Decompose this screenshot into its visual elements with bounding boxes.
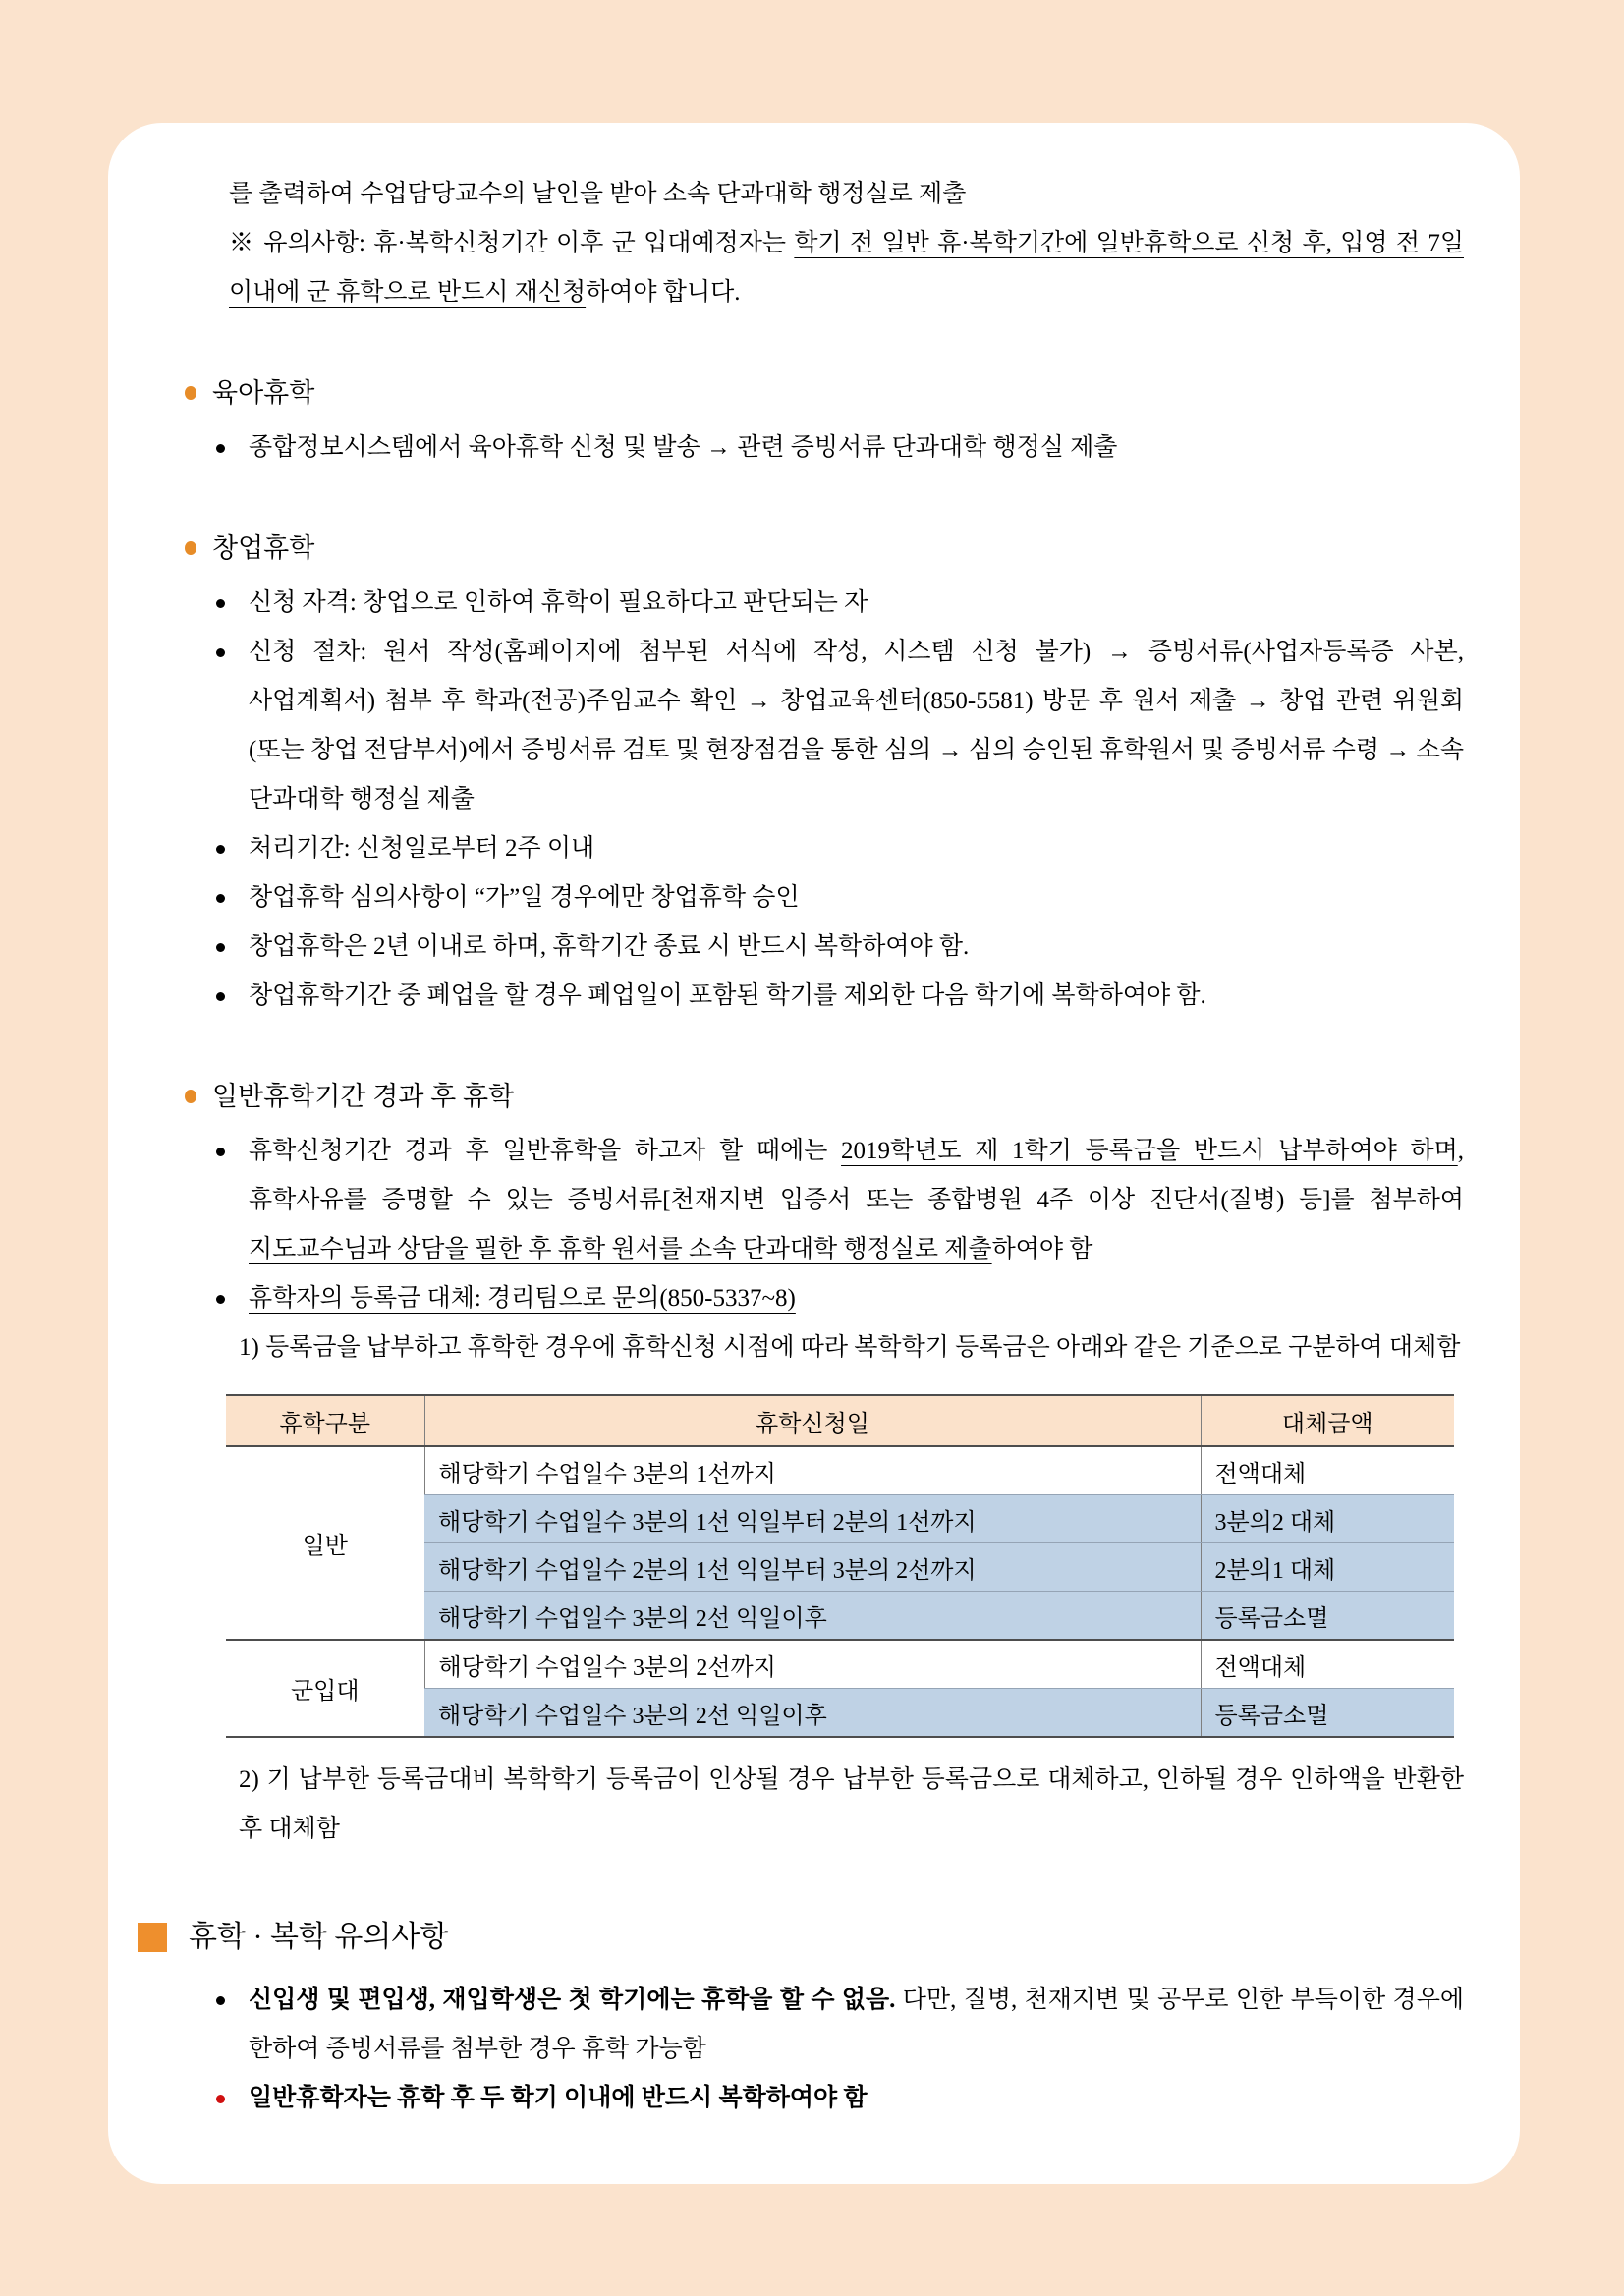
intro-continuation-line: 를 출력하여 수업담당교수의 날인을 받아 소속 단과대학 행정실로 제출 xyxy=(229,181,967,207)
black-bullet-icon xyxy=(216,1148,225,1156)
list-item-text: 종합정보시스템에서 육아휴학 신청 및 발송 → 관련 증빙서류 단과대학 행정실 제출 xyxy=(249,434,1118,461)
list-item-text: 창업휴학기간 중 폐업을 할 경우 폐업일이 포함된 학기를 제외한 다음 학기에 복학하여야 함. xyxy=(249,982,1206,1009)
list-item xyxy=(216,628,1464,824)
list-item xyxy=(216,579,1464,628)
section-title-childcare-leave xyxy=(185,370,1464,416)
black-bullet-icon xyxy=(216,599,225,608)
cell-period: 해당학기 수업일수 3분의 1선 익일부터 2분의 1선까지 xyxy=(424,1495,1201,1543)
group-label-military: 군입대 xyxy=(226,1640,424,1737)
list-item-text xyxy=(249,1127,1464,1274)
list-item-text: 휴학자의 등록금 대체: 경리팀으로 문의(850-5337~8) xyxy=(249,1285,796,1312)
list-item-text: 신청 절차: 원서 작성(홈페이지에 첨부된 서식에 작성, 시스템 신청 불가) → 증빙서류(사업자등록증 사본, 사업계획서) 첨부 후 학과(전공)주임교수 확인 → 창업교육센터(850-5581) 방문 후 원서 제출 → 창업 관련 위원회(또는 창업 전담부서)에서 증빙서류 검토 및 현장점검을 통한 심의 → 심의 승인된 휴학원서 및 증빙서류 수령 → 소속 단과대학 행정실 제출 xyxy=(249,639,1464,812)
numbered-note-2: 2) 기 납부한 등록금대비 복학학기 등록금이 인상될 경우 납부한 등록금으로 대체하고, 인하될 경우 인하액을 반환한 후 대체함 xyxy=(239,1766,1464,1842)
list-item-text: 처리기간: 신청일로부터 2주 이내 xyxy=(249,835,595,862)
list-item xyxy=(216,2074,1464,2123)
red-bullet-icon xyxy=(216,2095,225,2103)
cell-period: 해당학기 수업일수 3분의 1선까지 xyxy=(424,1446,1201,1495)
cell-amount: 3분의2 대체 xyxy=(1201,1495,1454,1543)
black-bullet-icon xyxy=(216,1295,225,1304)
section-title-startup-leave xyxy=(185,526,1464,571)
list-item xyxy=(216,824,1464,873)
list-item xyxy=(216,1274,1464,1323)
cell-amount: 2분의1 대체 xyxy=(1201,1543,1454,1592)
column-header-leave-type: 휴학구분 xyxy=(226,1395,424,1446)
note-underlined-text: 학기 전 일반 휴·복학기간에 일반휴학으로 신청 후, 입영 전 7일 이내에 군 휴학으로 반드시 재신청 xyxy=(229,230,1464,306)
section-title-label: 창업휴학 xyxy=(212,533,315,563)
list-item-text: 창업휴학은 2년 이내로 하며, 휴학기간 종료 시 반드시 복학하여야 함. xyxy=(249,933,970,960)
list-item xyxy=(216,923,1464,972)
cell-amount: 등록금소멸 xyxy=(1201,1592,1454,1641)
item-text-run: 휴학신청기간 경과 후 일반휴학을 하고자 할 때에는 xyxy=(249,1138,842,1164)
cell-amount: 등록금소멸 xyxy=(1201,1689,1454,1738)
cell-amount: 전액대체 xyxy=(1201,1446,1454,1495)
cell-amount: 전액대체 xyxy=(1201,1640,1454,1689)
note-military-paragraph xyxy=(229,219,1464,317)
document-content xyxy=(108,123,1520,2123)
item-text-run: 하여야 함 xyxy=(991,1236,1093,1262)
list-item-text: 신청 자격: 창업으로 인하여 휴학이 필요하다고 판단되는 자 xyxy=(249,589,868,616)
black-bullet-icon xyxy=(216,992,225,1001)
item-underlined-run: 2019학년도 제 1학기 등록금을 반드시 납부하여야 하며 xyxy=(841,1138,1458,1164)
orange-bullet-icon xyxy=(185,386,196,400)
black-bullet-icon xyxy=(216,845,225,854)
cell-period: 해당학기 수업일수 3분의 2선 익일이후 xyxy=(424,1592,1201,1641)
section-title-label: 일반휴학기간 경과 후 휴학 xyxy=(212,1082,515,1111)
cell-period: 해당학기 수업일수 3분의 2선까지 xyxy=(424,1640,1201,1689)
orange-square-icon xyxy=(138,1923,167,1952)
item-text-run: 다만, 질병, 천재지변 및 공무로 인한 부득이한 경우에 한하여 증빙서류를 첨부한 경우 휴학 가능함 xyxy=(249,1987,1464,2062)
list-item xyxy=(216,423,1464,473)
section-title-label: 육아휴학 xyxy=(212,378,315,408)
table-row xyxy=(226,1446,1454,1495)
black-bullet-icon xyxy=(216,444,225,453)
black-bullet-icon xyxy=(216,894,225,903)
orange-bullet-icon xyxy=(185,1090,196,1103)
list-item xyxy=(216,972,1464,1021)
orange-bullet-icon xyxy=(185,541,196,555)
group-label-general: 일반 xyxy=(226,1446,424,1640)
item-text-run: , 휴학사유를 증명할 수 있는 증빙서류[천재지변 입증서 또는 종합병원 4주 이상 진단서(질병) 등]를 첨부하여 xyxy=(249,1138,1464,1213)
black-bullet-icon xyxy=(216,648,225,657)
black-bullet-icon xyxy=(216,943,225,952)
notice-heading-label: 휴학 · 복학 유의사항 xyxy=(189,1921,449,1953)
tuition-replacement-table xyxy=(226,1394,1454,1738)
list-item-text xyxy=(249,1976,1464,2074)
document-card xyxy=(108,123,1520,2184)
list-item xyxy=(216,1127,1464,1274)
section-title-after-leave-period xyxy=(185,1074,1464,1119)
table-row xyxy=(226,1640,1454,1689)
cell-period: 해당학기 수업일수 3분의 2선 익일이후 xyxy=(424,1689,1201,1738)
numbered-note-1: 1) 등록금을 납부하고 휴학한 경우에 휴학신청 시점에 따라 복학학기 등록금은 아래와 같은 기준으로 구분하여 대체함 xyxy=(239,1334,1461,1361)
list-item-text: 일반휴학자는 휴학 후 두 학기 이내에 반드시 복학하여야 함 xyxy=(249,2085,868,2111)
column-header-application-date: 휴학신청일 xyxy=(424,1395,1201,1446)
item-underlined-run: 지도교수님과 상담을 필한 후 휴학 원서를 소속 단과대학 행정실로 제출 xyxy=(249,1236,992,1262)
note-text: ※ 유의사항: 휴·복학신청기간 이후 군 입대예정자는 xyxy=(229,230,795,256)
table-header-row xyxy=(226,1395,1454,1446)
notice-heading xyxy=(138,1915,1464,1960)
note-text: 하여야 합니다. xyxy=(586,279,741,306)
black-bullet-icon xyxy=(216,1996,225,2005)
list-item-text: 창업휴학 심의사항이 “가”일 경우에만 창업휴학 승인 xyxy=(249,884,800,911)
item-bold-run: 신입생 및 편입생, 재입학생은 첫 학기에는 휴학을 할 수 없음. xyxy=(249,1987,896,2013)
column-header-replacement-amount: 대체금액 xyxy=(1201,1395,1454,1446)
list-item xyxy=(216,873,1464,923)
cell-period: 해당학기 수업일수 2분의 1선 익일부터 3분의 2선까지 xyxy=(424,1543,1201,1592)
list-item xyxy=(216,1976,1464,2074)
